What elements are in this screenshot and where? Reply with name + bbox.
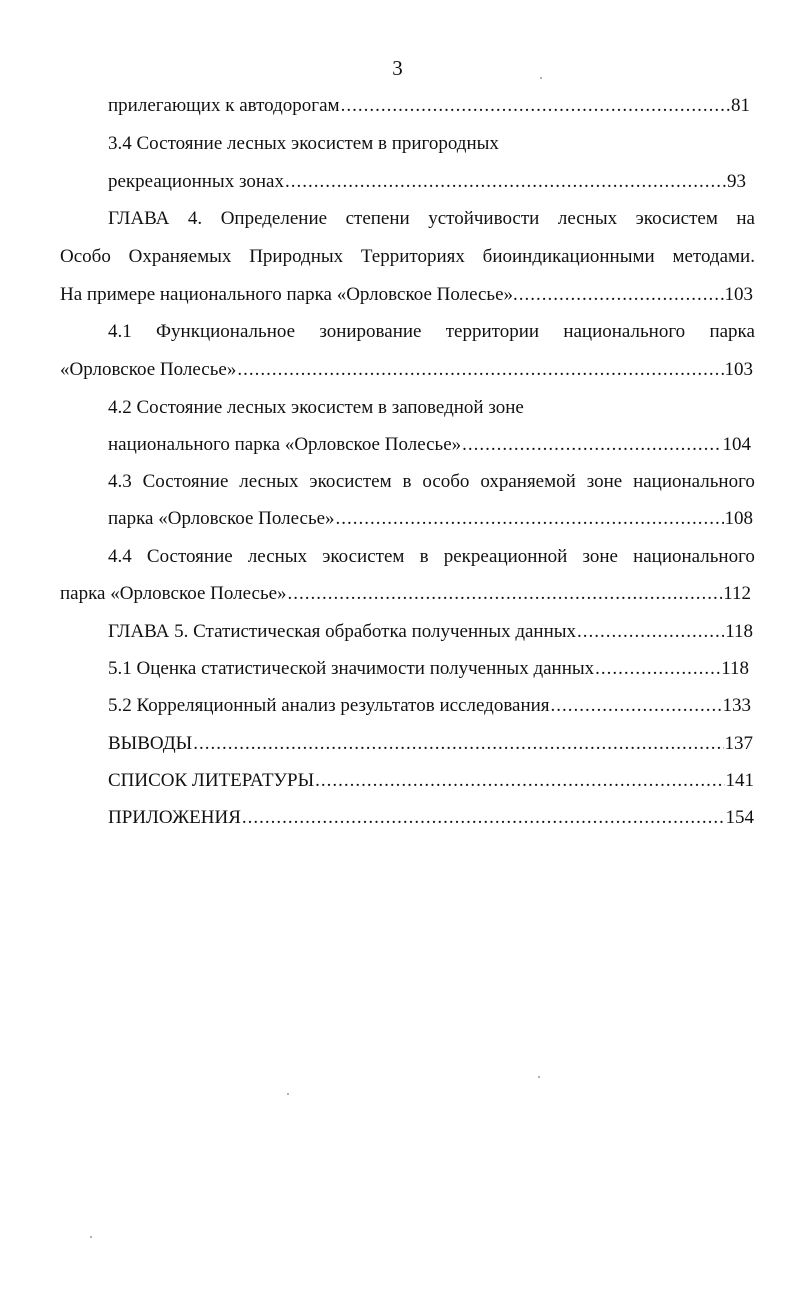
word: зоне <box>582 546 618 567</box>
toc-entry-4-2 <box>108 433 751 457</box>
word: 4.4 <box>108 546 132 567</box>
scan-speck <box>540 77 542 79</box>
word: Природных <box>249 246 344 267</box>
word: биоиндикационными <box>482 246 655 267</box>
toc-page-number: 154 <box>725 807 754 828</box>
dot-leader <box>519 283 724 307</box>
toc-entry-4-1-line1 <box>108 320 755 344</box>
word: особо <box>422 471 470 492</box>
dot-leader <box>551 694 722 718</box>
word: экосистем <box>309 471 392 492</box>
toc-conclusions <box>108 732 753 756</box>
toc-entry-title: рекреационных зонах <box>108 171 284 192</box>
word: рекреационной <box>443 546 568 567</box>
dot-leader <box>462 433 721 457</box>
toc-references <box>108 769 754 793</box>
toc-page-number: 108 <box>724 508 753 529</box>
toc-entry-5-2 <box>108 694 751 718</box>
toc-page-number: 112 <box>723 583 751 604</box>
toc-entry-3-4 <box>108 170 746 194</box>
word: Определение <box>220 208 328 229</box>
dot-leader <box>288 582 723 606</box>
dot-leader <box>577 620 724 644</box>
word: зонирование <box>319 321 422 342</box>
toc-chapter-4-line2 <box>60 245 755 269</box>
toc-appendices <box>108 806 754 830</box>
toc-entry-title: парка «Орловское Полесье» <box>108 508 335 529</box>
toc-entry-4-4-line1 <box>108 545 755 569</box>
word: экосистем <box>635 208 718 229</box>
dot-leader <box>595 657 720 681</box>
toc-entry-title: 5.2 Корреляционный анализ результатов исследования <box>108 695 550 716</box>
dot-leader <box>242 806 725 830</box>
word: территории <box>445 321 540 342</box>
word: 4.3 <box>108 471 132 492</box>
dot-leader <box>341 94 730 118</box>
word: методами. <box>672 246 755 267</box>
word: охраняемой <box>480 471 576 492</box>
toc-entry-title: ГЛАВА 5. Статистическая обработка полученных данных <box>108 621 577 642</box>
toc-entry-title: национального парка «Орловское Полесье» <box>108 434 462 455</box>
toc-chapter-5 <box>108 620 753 644</box>
word: в <box>402 471 412 492</box>
toc-entry-autoroads <box>108 94 750 118</box>
dot-leader <box>315 769 724 793</box>
toc-entry-title: «Орловское Полесье» <box>60 359 237 380</box>
toc-page-number: 103 <box>724 359 753 380</box>
word: лесных <box>239 471 299 492</box>
word: устойчивости <box>428 208 540 229</box>
word: Состояние <box>142 471 229 492</box>
toc-entry-title: СПИСОК ЛИТЕРАТУРЫ <box>108 770 315 791</box>
word: степени <box>345 208 410 229</box>
word: зоне <box>586 471 623 492</box>
toc-page-number: 141 <box>725 770 754 791</box>
toc-entry-title: прилегающих к автодорогам <box>108 95 340 116</box>
toc-entry-title: ВЫВОДЫ <box>108 733 193 754</box>
toc-page-number: 104 <box>722 434 751 455</box>
word: ГЛАВА <box>108 208 170 229</box>
word: Особо <box>60 246 111 267</box>
scan-speck <box>90 1236 92 1238</box>
toc-page-number: 81 <box>731 95 750 116</box>
word: национального <box>563 321 686 342</box>
toc-entry-4-1 <box>60 358 753 382</box>
toc-page-number: 118 <box>721 658 749 679</box>
toc-page-number: 93 <box>727 171 746 192</box>
toc-page-number: 103 <box>724 284 753 305</box>
toc-entry-title: 5.1 Оценка статистической значимости полученных данных <box>108 658 595 679</box>
toc-entry-title: ПРИЛОЖЕНИЯ <box>108 807 241 828</box>
word: Охраняемых <box>128 246 232 267</box>
scan-speck <box>287 1093 289 1095</box>
toc-page-number: 137 <box>724 733 753 754</box>
word: парка <box>709 321 755 342</box>
toc-chapter-4 <box>60 283 753 307</box>
toc-entry-title: На примере национального парка «Орловское Полесье». <box>60 284 518 305</box>
word: Состояние <box>146 546 233 567</box>
dot-leader <box>285 170 726 194</box>
word: 4.1 <box>108 321 132 342</box>
word: в <box>419 546 429 567</box>
toc-entry-4-3 <box>108 507 753 531</box>
word: лесных <box>247 546 308 567</box>
word: 4. <box>187 208 203 229</box>
toc-page-number: 133 <box>722 695 751 716</box>
page-number: 3 <box>392 56 403 80</box>
dot-leader <box>336 507 724 531</box>
word: национального <box>633 471 755 492</box>
toc-entry-4-4 <box>60 582 751 606</box>
toc-entry-4-3-line1 <box>108 470 755 494</box>
word: Территориях <box>360 246 465 267</box>
word: лесных <box>557 208 618 229</box>
dot-leader <box>193 732 723 756</box>
word: национального <box>633 546 755 567</box>
scan-speck <box>538 1076 540 1078</box>
toc-page-number: 118 <box>725 621 753 642</box>
toc-entry-title: парка «Орловское Полесье» <box>60 583 287 604</box>
toc-entry-4-2-line1: 4.2 Состояние лесных экосистем в заповедной зоне <box>108 397 524 418</box>
word: экосистем <box>322 546 405 567</box>
word: на <box>736 208 755 229</box>
toc-entry-3-4-line1: 3.4 Состояние лесных экосистем в пригородных <box>108 133 499 154</box>
toc-entry-5-1 <box>108 657 749 681</box>
dot-leader <box>237 358 723 382</box>
word: Функциональное <box>156 321 296 342</box>
toc-chapter-4-line1 <box>108 207 755 231</box>
